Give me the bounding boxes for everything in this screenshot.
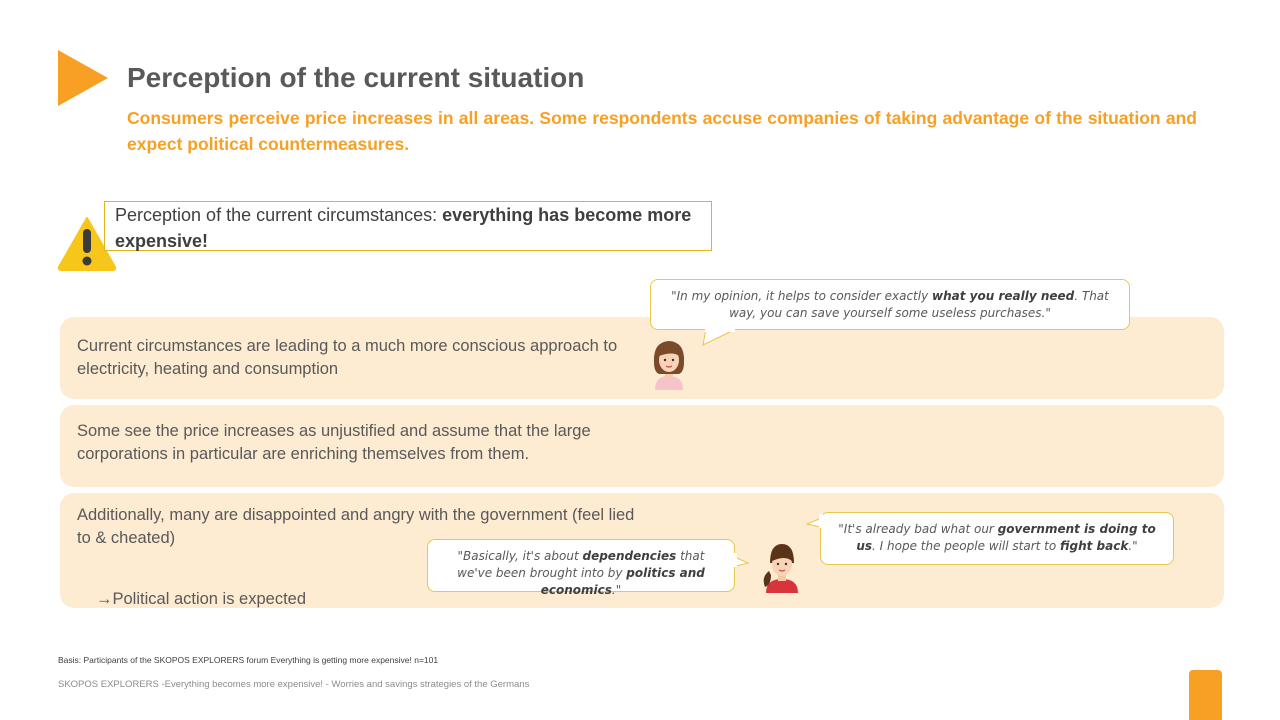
arrow-icon: → <box>96 590 113 608</box>
person-icon <box>645 338 693 390</box>
quote-2-text-end: ." <box>1128 539 1138 553</box>
quote-2-emphasis: government is doing to us <box>856 522 1156 553</box>
insight-text-1: Current circumstances are leading to a much more conscious approach to electricity, heating and consumption <box>77 337 618 378</box>
quote-bubble-1 <box>650 279 1130 330</box>
quote-bubble-3 <box>427 539 735 597</box>
headline-emphasis: everything has become more expensive! <box>115 205 692 251</box>
quote-3-text-end: ." <box>611 583 622 597</box>
page-title: Perception of the current situation <box>127 62 585 93</box>
quote-bubble-2 <box>820 512 1174 565</box>
headline-prefix: Perception of the current circumstances: <box>115 205 443 225</box>
quote-2-text-mid: . I hope the people will start to <box>872 539 1061 553</box>
political-action-line <box>96 590 306 609</box>
headline-box <box>104 201 712 251</box>
quote-1-text-end: . That way, you can save yourself some useless purchases." <box>729 289 1109 320</box>
quote-2-emphasis-2: fight back <box>1060 539 1129 553</box>
person-icon <box>757 541 807 593</box>
tail-cover-1 <box>702 328 738 332</box>
quote-3-text: "Basically, it's about <box>457 549 583 563</box>
tail-cover-3 <box>733 553 737 567</box>
quote-1-emphasis: what you really need <box>932 289 1075 303</box>
quote-1-text: "In my opinion, it helps to consider exactly <box>671 289 933 303</box>
tail-cover-2 <box>819 514 823 528</box>
footnote: Basis: Participants of the SKOPOS EXPLORERS forum Everything is getting more expensive! n=101 <box>58 655 439 665</box>
insight-text-2: Some see the price increases as unjustified and assume that the large corporations in particular are enriching themselves from them. <box>77 422 591 463</box>
quote-2-text: "It's already bad what our <box>838 522 998 536</box>
insight-band-2 <box>60 405 1224 487</box>
quote-3-text-mid: that we've been brought into by <box>457 549 705 580</box>
political-action-text: Political action is expected <box>112 590 307 608</box>
page-subtitle: Consumers perceive price increases in all areas. Some respondents accuse companies of taking advantage of the situation and expect political countermeasures. <box>127 108 1197 154</box>
quote-3-emphasis-2: politics and economics <box>540 566 705 597</box>
footer-text: SKOPOS EXPLORERS -Everything becomes more expensive! - Worries and savings strategies of the Germans <box>58 679 530 690</box>
play-icon <box>58 50 108 106</box>
quote-3-emphasis: dependencies <box>582 549 677 563</box>
corner-tab <box>1189 670 1222 720</box>
insight-text-3: Additionally, many are disappointed and angry with the government (feel lied to & cheated) <box>77 506 635 547</box>
